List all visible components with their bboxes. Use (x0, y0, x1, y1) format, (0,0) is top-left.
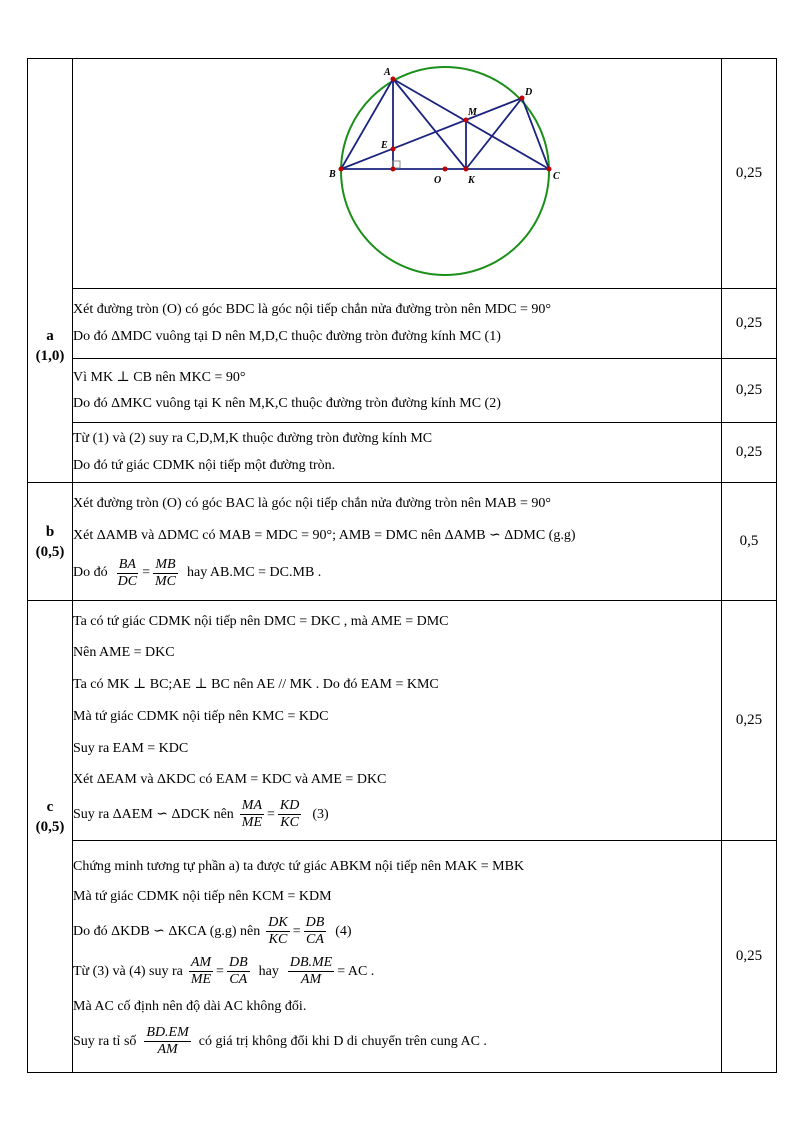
text-line: Xét ΔEAM và ΔKDC có EAM = KDC và AME = DKC (73, 771, 387, 787)
equals: = (216, 963, 224, 979)
row-a4 (28, 423, 777, 483)
text-line: Do đó ΔMKC vuông tại K nên M,K,C thuộc đường tròn đường kính MC (2) (73, 396, 501, 411)
text-line: Mà tứ giác CDMK nội tiếp nên KMC = KDC (73, 708, 329, 724)
score-a1: 0,25 (722, 59, 777, 289)
score-c2: 0,25 (722, 841, 777, 1073)
part-a-cell (28, 59, 73, 483)
text-span: (3) (312, 806, 329, 822)
text-span: (4) (335, 923, 352, 939)
fraction: $\frac{DB.ME}{AM}$ (289, 955, 333, 987)
text-span: hay AB.MC = DC.MB . (186, 565, 322, 580)
label-d: D (525, 87, 533, 98)
text-span: có giá trị không đổi khi D di chuyển trên cung AC . (198, 1033, 487, 1049)
part-a-points: (1,0) (35, 347, 65, 364)
part-c-points: (0,5) (35, 818, 65, 835)
fraction: $\frac{DB}{CA}$ (228, 955, 248, 987)
text-line-fraction (73, 952, 721, 992)
fraction: $\frac{MA}{ME}$ (241, 798, 262, 830)
fraction: $\frac{AM}{ME}$ (190, 955, 212, 987)
label-b: B (329, 169, 336, 180)
text-line: Ta có MK ⊥ BC;AE ⊥ BC nên AE // MK . Do đó EAM = KMC (73, 677, 439, 692)
score-c1: 0,25 (722, 601, 777, 841)
row-a3 (28, 359, 777, 423)
part-b-label: b (45, 523, 55, 540)
row-c1 (28, 601, 777, 841)
text-line: Do đó tứ giác CDMK nội tiếp một đường tròn. (73, 458, 336, 473)
text-span: Do đó ΔKDB ∽ ΔKCA (g.g) nên (73, 924, 261, 939)
fraction: $\frac{BD.EM}{AM}$ (146, 1025, 189, 1057)
figure-lines (341, 79, 549, 169)
text-line-fraction (73, 795, 721, 835)
fraction: $\frac{MB}{MC}$ (154, 556, 176, 589)
equals: = (292, 923, 301, 939)
text-line-fraction (73, 1022, 721, 1062)
part-c-label: c (46, 798, 54, 815)
fraction: $\frac{DK}{KC}$ (268, 915, 288, 947)
text-line: Vì MK ⊥ CB nên MKC = 90° (73, 369, 246, 385)
text-line-fraction (73, 553, 721, 593)
text-span: = AC . (337, 963, 375, 979)
label-m: M (468, 107, 477, 118)
text-line: Mà tứ giác CDMK nội tiếp nên KCM = KDM (73, 888, 332, 904)
label-c: C (553, 171, 560, 182)
text-span: Suy ra ΔAEM ∽ ΔDCK nên (73, 807, 234, 822)
score-b: 0,5 (722, 483, 777, 601)
score-a3: 0,25 (722, 359, 777, 423)
row-c2 (28, 841, 777, 1073)
row-a-figure (28, 59, 777, 289)
score-a4: 0,25 (722, 423, 777, 483)
figure-cell (73, 59, 722, 289)
text-span: Do đó (73, 565, 108, 580)
part-b-cell (28, 483, 73, 601)
text-span: Suy ra tỉ số (73, 1033, 137, 1049)
score-a2: 0,25 (722, 289, 777, 359)
text-line: Nên AME = DKC (73, 644, 175, 660)
text-span: Từ (3) và (4) suy ra (73, 963, 183, 979)
text-line: Ta có tứ giác CDMK nội tiếp nên DMC = DKC , mà AME = DMC (73, 613, 449, 629)
text-line-fraction (73, 912, 721, 952)
solution-table (27, 58, 777, 1073)
part-b-points: (0,5) (35, 543, 65, 560)
text-line: Xét ΔAMB và ΔDMC có MAB = MDC = 90°; AMB = DMC nên ΔAMB ∽ ΔDMC (g.g) (73, 527, 576, 543)
text-line: Xét đường tròn (O) có góc BAC là góc nội tiếp chắn nửa đường tròn nên MAB = 90° (73, 495, 551, 511)
equals: = (142, 565, 150, 580)
equals: = (267, 806, 275, 822)
text-line: Chứng minh tương tự phần a) ta được tứ giác ABKM nội tiếp nên MAK = MBK (73, 858, 525, 874)
part-a-label: a (46, 327, 54, 344)
row-a2 (28, 289, 777, 359)
text-line: Xét đường tròn (O) có góc BDC là góc nội tiếp chắn nửa đường tròn nên MDC = 90° (73, 302, 551, 317)
label-a: A (384, 67, 391, 78)
text-line: Từ (1) và (2) suy ra C,D,M,K thuộc đường tròn đường kính MC (73, 431, 433, 446)
fraction: $\frac{KD}{KC}$ (279, 798, 300, 830)
label-e: E (381, 140, 388, 151)
part-c-cell (28, 601, 73, 1073)
geometry-figure (73, 59, 722, 283)
text-line: Mà AC cố định nên độ dài AC không đổi. (73, 998, 307, 1014)
row-b (28, 483, 777, 601)
text-line: Suy ra EAM = KDC (73, 740, 189, 756)
label-o: O (434, 175, 442, 186)
text-span: hay (258, 963, 279, 979)
fraction: $\frac{DB}{CA}$ (305, 915, 325, 947)
fraction: $\frac{BA}{DC}$ (117, 556, 138, 589)
text-line: Do đó ΔMDC vuông tại D nên M,D,C thuộc đường tròn đường kính MC (1) (73, 329, 501, 344)
label-k: K (468, 175, 475, 186)
